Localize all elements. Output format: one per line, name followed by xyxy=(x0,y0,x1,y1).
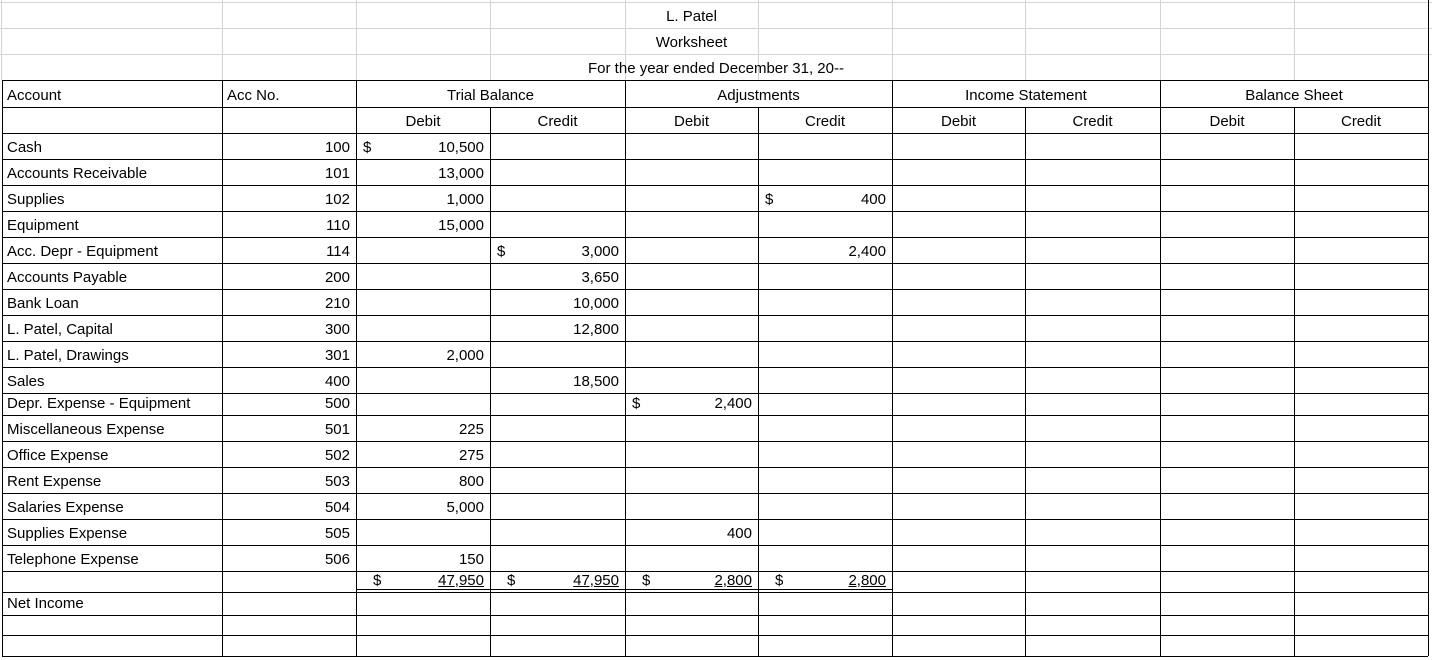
acc-no-cell[interactable]: 102 xyxy=(324,191,350,208)
is-debit-cell[interactable] xyxy=(892,415,1025,441)
adj-debit-cell[interactable] xyxy=(625,367,758,393)
bs-credit-cell[interactable] xyxy=(1294,211,1428,237)
tb-credit-cell[interactable] xyxy=(490,467,625,493)
adj-credit-cell[interactable] xyxy=(758,133,892,159)
account-name[interactable]: Accounts Receivable xyxy=(7,165,148,182)
is-debit-cell[interactable] xyxy=(892,185,1025,211)
is-credit-cell[interactable] xyxy=(1025,545,1160,571)
is-credit-cell[interactable] xyxy=(1025,159,1160,185)
adj-debit-cell[interactable] xyxy=(625,211,758,237)
tb-credit-cell[interactable]: 3,650 xyxy=(581,269,619,286)
grid-line xyxy=(2,615,1428,616)
bs-credit-cell[interactable] xyxy=(1294,185,1428,211)
tb-debit-cell[interactable]: 5,000 xyxy=(446,499,484,516)
currency-symbol: $ xyxy=(497,243,506,260)
is-debit-cell[interactable] xyxy=(892,441,1025,467)
currency-symbol: $ xyxy=(765,191,774,208)
is-credit-cell[interactable] xyxy=(1025,315,1160,341)
bs-credit-cell[interactable] xyxy=(1294,467,1428,493)
adj-credit-cell[interactable] xyxy=(758,415,892,441)
is-debit-cell[interactable] xyxy=(892,237,1025,263)
bs-credit-cell[interactable] xyxy=(1294,367,1428,393)
tb-credit-cell[interactable] xyxy=(490,415,625,441)
acc-no-cell[interactable]: 505 xyxy=(324,525,350,542)
bs-debit-cell[interactable] xyxy=(1160,185,1294,211)
adj-credit-cell[interactable] xyxy=(758,211,892,237)
tb-credit-cell[interactable] xyxy=(490,441,625,467)
bs-debit-cell[interactable] xyxy=(1160,159,1294,185)
acc-no-cell[interactable]: 200 xyxy=(324,269,350,286)
tb-debit-cell[interactable] xyxy=(356,519,490,545)
bs-debit-cell[interactable] xyxy=(1160,289,1294,315)
is-debit-cell[interactable] xyxy=(892,211,1025,237)
total-tb-credit[interactable]: 47,950 xyxy=(573,572,619,589)
is-debit-cell[interactable] xyxy=(892,289,1025,315)
acc-no-cell[interactable]: 503 xyxy=(324,473,350,490)
is-debit-cell[interactable] xyxy=(892,493,1025,519)
is-debit-cell[interactable] xyxy=(892,519,1025,545)
bs-credit-cell[interactable] xyxy=(1294,545,1428,571)
tb-credit-cell[interactable]: 12,800 xyxy=(573,321,619,338)
is-credit-cell[interactable] xyxy=(1025,341,1160,367)
account-name[interactable]: Sales xyxy=(7,373,45,390)
acc-no-cell[interactable]: 501 xyxy=(324,421,350,438)
tb-debit-cell[interactable] xyxy=(356,367,490,393)
bs-debit-cell[interactable] xyxy=(1160,467,1294,493)
is-debit-cell[interactable] xyxy=(892,393,1025,415)
company-name[interactable]: L. Patel xyxy=(666,8,717,25)
adj-debit-cell[interactable] xyxy=(625,185,758,211)
acc-no-cell[interactable]: 504 xyxy=(324,499,350,516)
acc-no-cell[interactable]: 300 xyxy=(324,321,350,338)
adj-credit-cell[interactable] xyxy=(758,519,892,545)
tb-debit-cell[interactable]: 1,000 xyxy=(446,191,484,208)
total-tb-debit[interactable]: 47,950 xyxy=(438,572,484,589)
is-credit-cell[interactable] xyxy=(1025,393,1160,415)
tb-debit-cell[interactable] xyxy=(356,237,490,263)
is-credit-cell[interactable] xyxy=(1025,237,1160,263)
is-debit-cell[interactable] xyxy=(892,159,1025,185)
is-credit-cell[interactable] xyxy=(1025,415,1160,441)
bs-debit-cell[interactable] xyxy=(1160,545,1294,571)
adj-credit-cell[interactable] xyxy=(758,467,892,493)
adj-debit-cell[interactable] xyxy=(625,545,758,571)
bs-credit-cell[interactable] xyxy=(1294,519,1428,545)
account-name[interactable]: Telephone Expense xyxy=(7,551,139,568)
is-credit-cell[interactable] xyxy=(1025,185,1160,211)
currency-symbol: $ xyxy=(775,572,784,589)
acc-no-cell[interactable]: 101 xyxy=(324,165,350,182)
total-adj-credit[interactable]: 2,800 xyxy=(848,572,886,589)
tb-debit-cell[interactable] xyxy=(356,393,490,415)
grid-line xyxy=(1428,0,1429,656)
is-debit-cell[interactable] xyxy=(892,367,1025,393)
adj-credit-cell[interactable] xyxy=(758,159,892,185)
is-debit-cell[interactable] xyxy=(892,545,1025,571)
acc-no-cell[interactable]: 114 xyxy=(326,243,350,260)
header-trial-balance[interactable]: Trial Balance xyxy=(447,87,534,104)
bs-credit-cell[interactable] xyxy=(1294,415,1428,441)
account-name[interactable]: L. Patel, Capital xyxy=(7,321,113,338)
acc-no-cell[interactable]: 502 xyxy=(324,447,350,464)
header-debit[interactable]: Debit xyxy=(405,113,441,130)
adj-debit-cell[interactable] xyxy=(625,159,758,185)
header-credit[interactable]: Credit xyxy=(804,113,845,130)
is-credit-cell[interactable] xyxy=(1025,133,1160,159)
grid-line xyxy=(1,0,2,80)
is-credit-cell[interactable] xyxy=(1025,493,1160,519)
adj-debit-cell[interactable] xyxy=(625,493,758,519)
adj-debit-cell[interactable] xyxy=(625,289,758,315)
tb-debit-cell[interactable]: 10,500 xyxy=(438,139,484,156)
tb-credit-cell[interactable] xyxy=(490,133,625,159)
account-name[interactable]: Depr. Expense - Equipment xyxy=(7,395,191,412)
account-name[interactable]: Bank Loan xyxy=(7,295,79,312)
bs-debit-cell[interactable] xyxy=(1160,263,1294,289)
account-name[interactable]: Supplies xyxy=(7,191,65,208)
is-debit-cell[interactable] xyxy=(892,263,1025,289)
bs-credit-cell[interactable] xyxy=(1294,289,1428,315)
bs-debit-cell[interactable] xyxy=(1160,519,1294,545)
tb-credit-cell[interactable]: 18,500 xyxy=(573,373,619,390)
adj-debit-cell[interactable] xyxy=(625,263,758,289)
header-credit[interactable]: Credit xyxy=(1340,113,1381,130)
adj-credit-cell[interactable]: 2,400 xyxy=(848,243,886,260)
bs-credit-cell[interactable] xyxy=(1294,441,1428,467)
bs-debit-cell[interactable] xyxy=(1160,415,1294,441)
is-debit-cell[interactable] xyxy=(892,133,1025,159)
grid-line xyxy=(490,0,491,80)
is-credit-cell[interactable] xyxy=(1025,519,1160,545)
total-adj-debit[interactable]: 2,800 xyxy=(714,572,752,589)
account-name[interactable]: Accounts Payable xyxy=(7,269,128,286)
bs-debit-cell[interactable] xyxy=(1160,441,1294,467)
bs-debit-cell[interactable] xyxy=(1160,493,1294,519)
adj-debit-cell[interactable] xyxy=(625,315,758,341)
adj-credit-cell[interactable]: 400 xyxy=(860,191,886,208)
bs-credit-cell[interactable] xyxy=(1294,133,1428,159)
is-credit-cell[interactable] xyxy=(1025,467,1160,493)
tb-debit-cell[interactable]: 2,000 xyxy=(446,347,484,364)
header-acc-no[interactable]: Acc No. xyxy=(227,87,280,104)
acc-no-cell[interactable]: 500 xyxy=(324,395,350,412)
tb-debit-cell[interactable]: 13,000 xyxy=(438,165,484,182)
account-name[interactable]: Rent Expense xyxy=(7,473,102,490)
tb-credit-cell[interactable] xyxy=(490,211,625,237)
acc-no-cell[interactable]: 210 xyxy=(324,295,350,312)
tb-credit-cell[interactable]: 3,000 xyxy=(581,243,619,260)
currency-symbol: $ xyxy=(363,139,372,156)
adj-credit-cell[interactable] xyxy=(758,393,892,415)
bs-credit-cell[interactable] xyxy=(1294,341,1428,367)
header-income-statement[interactable]: Income Statement xyxy=(965,87,1087,104)
tb-credit-cell[interactable] xyxy=(490,493,625,519)
currency-symbol: $ xyxy=(373,572,382,589)
account-name[interactable]: L. Patel, Drawings xyxy=(7,347,129,364)
account-name[interactable]: Acc. Depr - Equipment xyxy=(7,243,158,260)
currency-symbol: $ xyxy=(507,572,516,589)
tb-debit-cell[interactable]: 15,000 xyxy=(438,217,484,234)
header-adjustments[interactable]: Adjustments xyxy=(717,87,800,104)
bs-credit-cell[interactable] xyxy=(1294,159,1428,185)
bs-debit-cell[interactable] xyxy=(1160,237,1294,263)
tb-credit-cell[interactable] xyxy=(490,185,625,211)
is-debit-cell[interactable] xyxy=(892,341,1025,367)
tb-credit-cell[interactable]: 10,000 xyxy=(573,295,619,312)
tb-credit-cell[interactable] xyxy=(490,341,625,367)
account-name[interactable]: Salaries Expense xyxy=(7,499,124,516)
is-credit-cell[interactable] xyxy=(1025,441,1160,467)
tb-credit-cell[interactable] xyxy=(490,393,625,415)
is-debit-cell[interactable] xyxy=(892,315,1025,341)
header-debit[interactable]: Debit xyxy=(1209,113,1245,130)
adj-credit-cell[interactable] xyxy=(758,441,892,467)
tb-debit-cell[interactable] xyxy=(356,289,490,315)
account-name[interactable]: Cash xyxy=(7,139,43,156)
acc-no-cell[interactable]: 506 xyxy=(324,551,350,568)
report-period[interactable]: For the year ended December 31, 20-- xyxy=(588,60,844,77)
adj-credit-cell[interactable] xyxy=(758,493,892,519)
is-credit-cell[interactable] xyxy=(1025,289,1160,315)
adj-debit-cell[interactable]: 2,400 xyxy=(714,395,752,412)
header-account[interactable]: Account xyxy=(7,87,62,104)
bs-debit-cell[interactable] xyxy=(1160,367,1294,393)
bs-debit-cell[interactable] xyxy=(1160,315,1294,341)
tb-credit-cell[interactable] xyxy=(490,545,625,571)
adj-credit-cell[interactable] xyxy=(758,315,892,341)
grid-line xyxy=(1025,0,1026,80)
header-debit[interactable]: Debit xyxy=(940,113,977,130)
acc-no-cell[interactable]: 301 xyxy=(324,347,350,364)
grid-line xyxy=(1160,0,1161,80)
grid-line xyxy=(222,0,223,80)
adj-credit-cell[interactable] xyxy=(758,263,892,289)
currency-symbol: $ xyxy=(642,572,651,589)
tb-debit-cell[interactable]: 225 xyxy=(458,421,484,438)
adj-debit-cell[interactable] xyxy=(625,441,758,467)
header-balance-sheet[interactable]: Balance Sheet xyxy=(1245,87,1343,104)
grid-line xyxy=(2,635,1428,636)
adj-debit-cell[interactable]: 400 xyxy=(726,525,752,542)
bs-credit-cell[interactable] xyxy=(1294,237,1428,263)
acc-no-cell[interactable]: 100 xyxy=(324,139,350,156)
header-credit[interactable]: Credit xyxy=(1072,113,1113,130)
is-credit-cell[interactable] xyxy=(1025,211,1160,237)
adj-debit-cell[interactable] xyxy=(625,341,758,367)
net-income-label[interactable]: Net Income xyxy=(7,595,84,612)
adj-debit-cell[interactable] xyxy=(625,467,758,493)
adj-debit-cell[interactable] xyxy=(625,133,758,159)
account-name[interactable]: Equipment xyxy=(7,217,79,234)
account-name[interactable]: Miscellaneous Expense xyxy=(7,421,165,438)
acc-no-cell[interactable]: 400 xyxy=(324,373,350,390)
grid-line xyxy=(1294,0,1295,80)
tb-debit-cell[interactable] xyxy=(356,315,490,341)
bs-debit-cell[interactable] xyxy=(1160,341,1294,367)
header-debit[interactable]: Debit xyxy=(673,113,710,130)
is-debit-cell[interactable] xyxy=(892,467,1025,493)
account-name[interactable]: Supplies Expense xyxy=(7,525,128,542)
tb-debit-cell[interactable]: 275 xyxy=(458,447,484,464)
tb-debit-cell[interactable] xyxy=(356,263,490,289)
bs-credit-cell[interactable] xyxy=(1294,263,1428,289)
bs-credit-cell[interactable] xyxy=(1294,493,1428,519)
adj-credit-cell[interactable] xyxy=(758,545,892,571)
adj-debit-cell[interactable] xyxy=(625,237,758,263)
bs-debit-cell[interactable] xyxy=(1160,133,1294,159)
tb-credit-cell[interactable] xyxy=(490,159,625,185)
bs-debit-cell[interactable] xyxy=(1160,211,1294,237)
currency-symbol: $ xyxy=(632,395,641,412)
adj-credit-cell[interactable] xyxy=(758,289,892,315)
account-name[interactable]: Office Expense xyxy=(7,447,109,464)
bs-credit-cell[interactable] xyxy=(1294,393,1428,415)
bs-credit-cell[interactable] xyxy=(1294,315,1428,341)
acc-no-cell[interactable]: 110 xyxy=(326,217,350,234)
grid-line xyxy=(2,656,1428,657)
report-title[interactable]: Worksheet xyxy=(655,34,728,51)
grid-line xyxy=(356,0,357,80)
tb-credit-cell[interactable] xyxy=(490,519,625,545)
adj-debit-cell[interactable] xyxy=(625,415,758,441)
bs-debit-cell[interactable] xyxy=(1160,393,1294,415)
tb-debit-cell[interactable]: 150 xyxy=(458,551,484,568)
tb-debit-cell[interactable]: 800 xyxy=(458,473,484,490)
adj-credit-cell[interactable] xyxy=(758,367,892,393)
is-credit-cell[interactable] xyxy=(1025,263,1160,289)
adj-credit-cell[interactable] xyxy=(758,341,892,367)
header-credit[interactable]: Credit xyxy=(537,113,578,130)
is-credit-cell[interactable] xyxy=(1025,367,1160,393)
